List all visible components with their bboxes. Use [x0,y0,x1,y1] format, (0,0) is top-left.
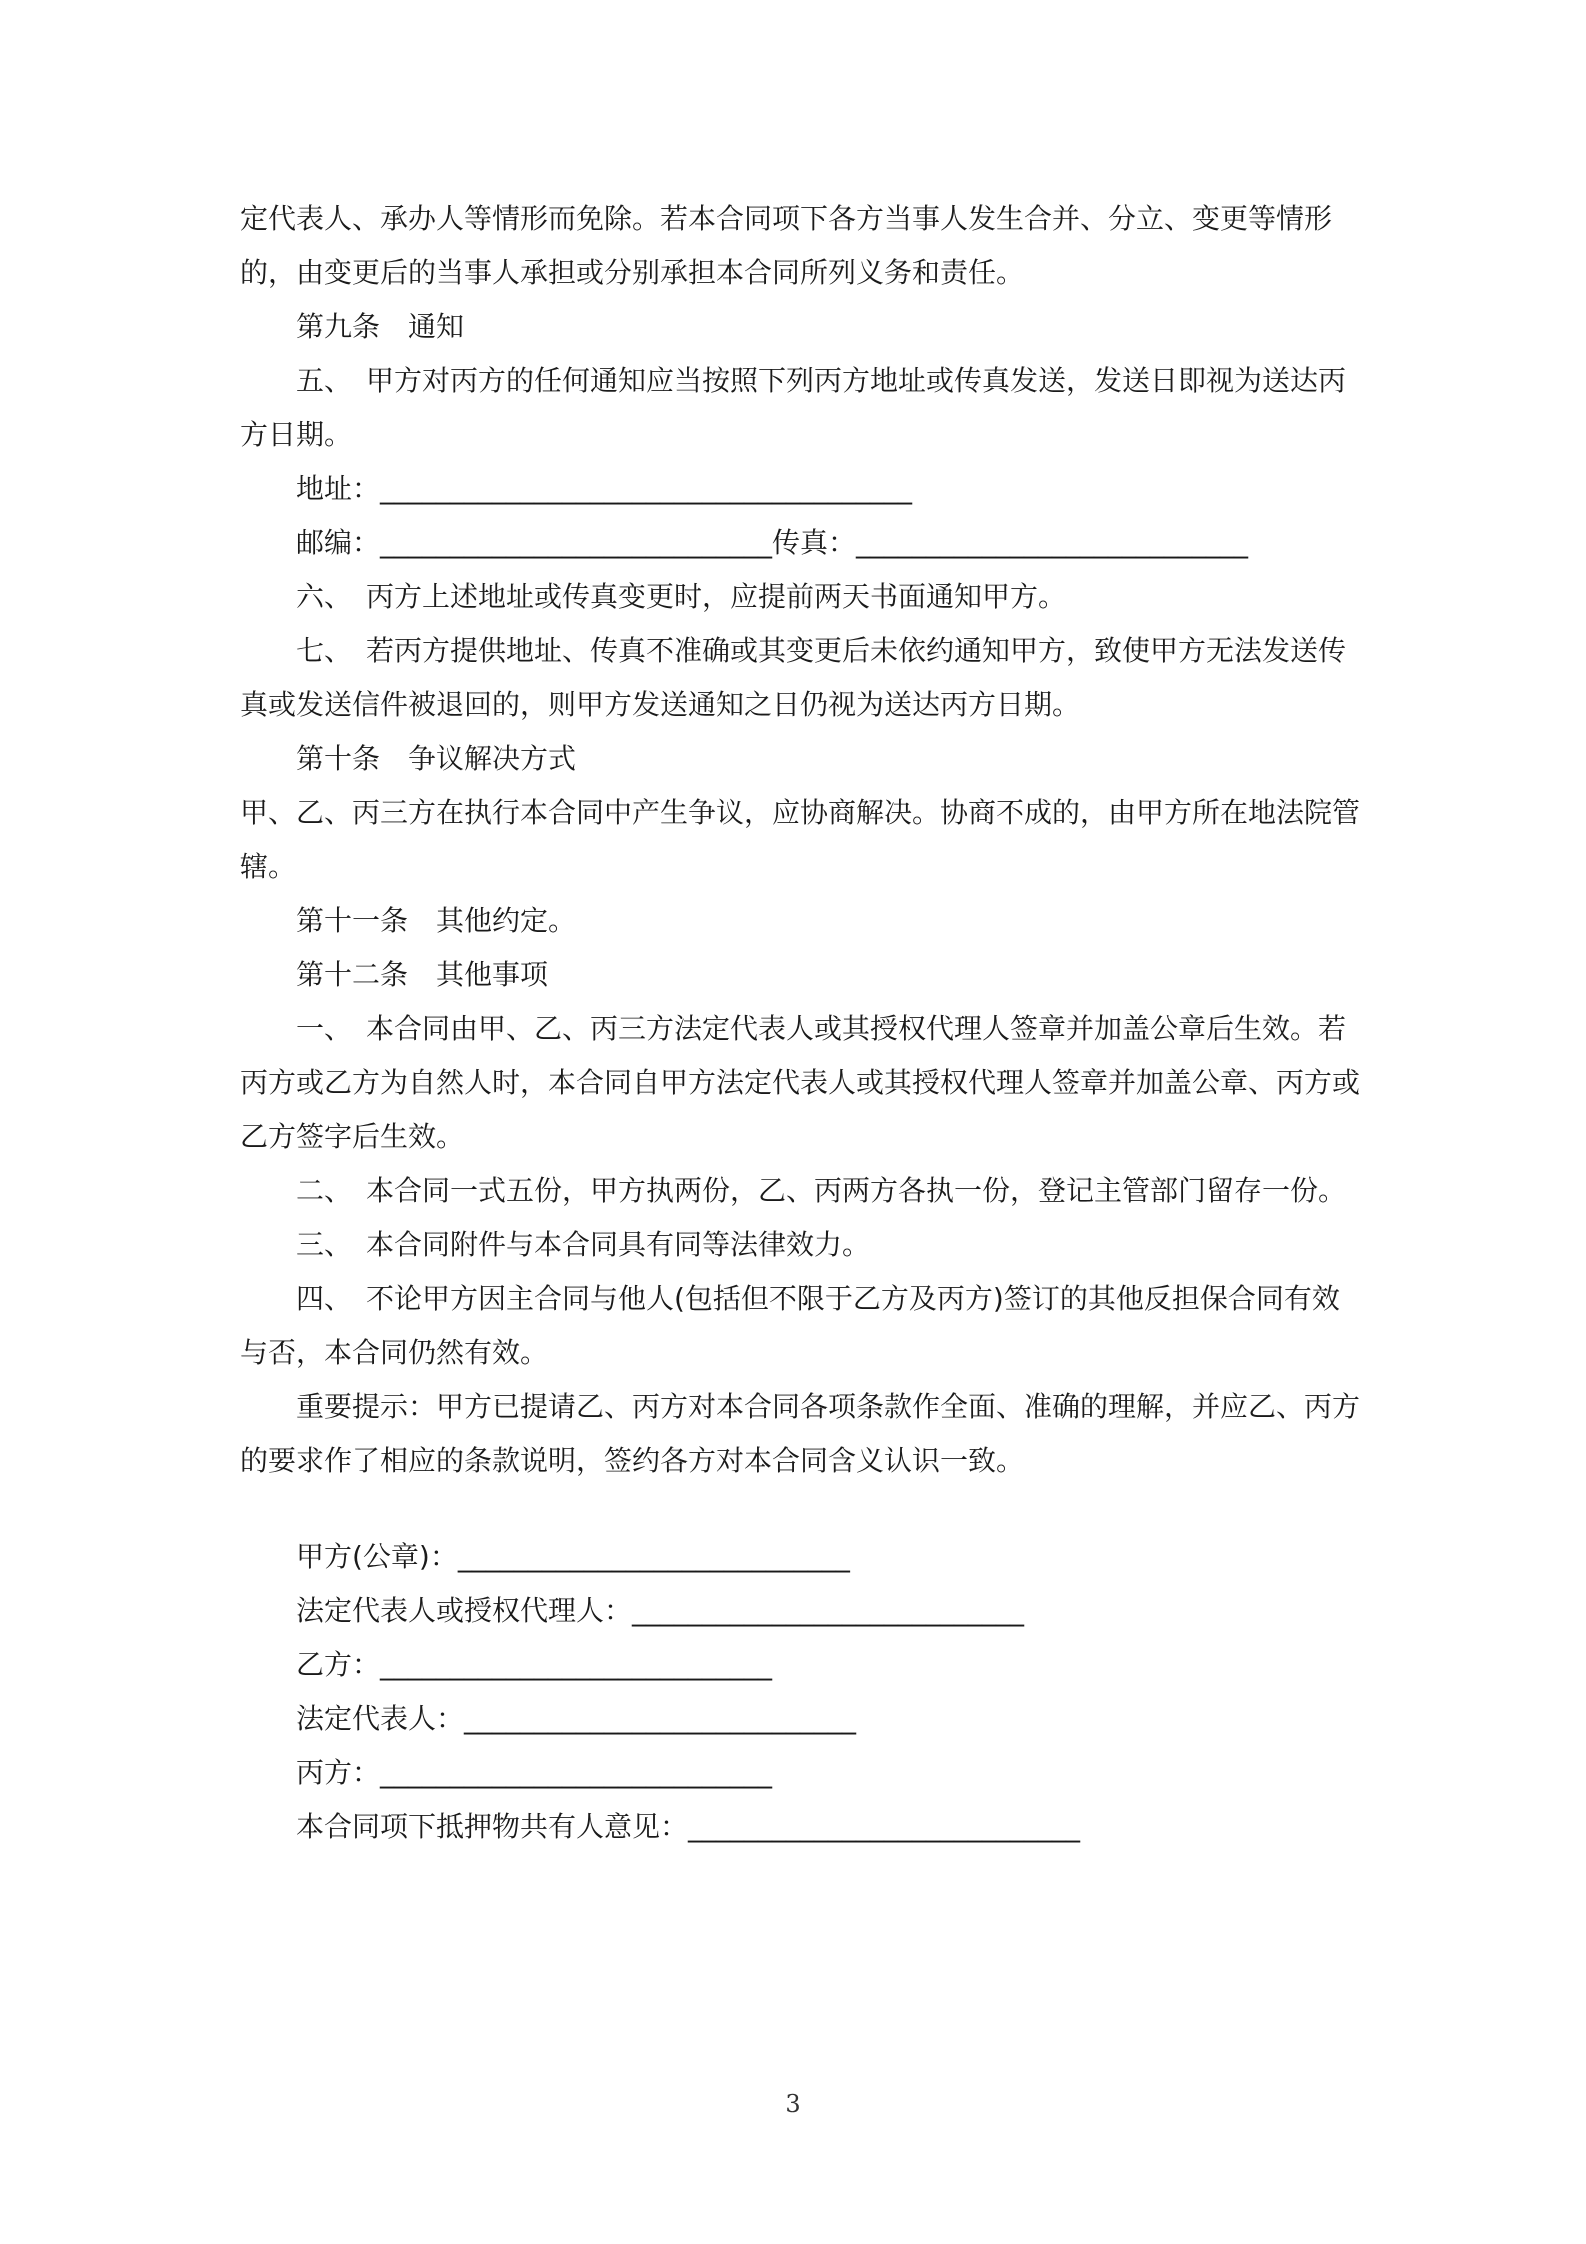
signature-blank: ____________________________ [457,1540,850,1573]
address-label: 地址： [296,472,381,505]
signature-party-b [240,1638,1360,1692]
article-11-heading: 第十一条 其他约定。 [296,904,577,937]
article-9-heading: 第九条 通知 [296,310,465,343]
important-notice: 重要提示：甲方已提请乙、丙方对本合同各项条款作全面、准确的理解，并应乙、丙方的要求作了相应的条款说明，签约各方对本合同含义认识一致。 [240,1390,1361,1477]
signature-label: 乙方： [296,1648,381,1681]
signature-label: 法定代表人： [296,1702,465,1735]
article-12-item-1: 一、 本合同由甲、乙、丙三方法定代表人或其授权代理人签章并加盖公章后生效。若丙方或乙方为自然人时，本合同自甲方法定代表人或其授权代理人签章并加盖公章、丙方或乙方签字后生效。 [240,1012,1361,1153]
fax-blank: ____________________________ [856,526,1249,559]
signature-party-a-representative [240,1584,1360,1638]
article-9-item-5: 五、 甲方对丙方的任何通知应当按照下列丙方地址或传真发送，发送日即视为送达丙方日期。 [240,364,1347,451]
signature-blank: ____________________________ [380,1756,773,1789]
postcode-fax-field [240,516,1360,570]
signature-party-b-representative [240,1692,1360,1746]
paragraph-continuation: 定代表人、承办人等情形而免除。若本合同项下各方当事人发生合并、分立、变更等情形的，由变更后的当事人承担或分别承担本合同所列义务和责任。 [240,202,1333,289]
page-number: 3 [785,2090,801,2118]
signature-co-owner-opinion [240,1800,1360,1854]
signature-label: 甲方(公章)： [296,1540,458,1573]
article-12-heading: 第十二条 其他事项 [296,958,549,991]
article-10-text: 甲、乙、丙三方在执行本合同中产生争议，应协商解决。协商不成的，由甲方所在地法院管辖。 [240,796,1361,883]
document-body [240,192,1360,1854]
address-field [240,462,1360,516]
article-9-item-6: 六、 丙方上述地址或传真变更时，应提前两天书面通知甲方。 [296,580,1067,613]
address-blank: ______________________________________ [380,472,913,505]
article-12-item-2: 二、 本合同一式五份，甲方执两份，乙、丙两方各执一份，登记主管部门留存一份。 [296,1174,1347,1207]
signature-label: 本合同项下抵押物共有人意见： [296,1810,689,1843]
signature-blank: ____________________________ [464,1702,857,1735]
signature-label: 丙方： [296,1756,381,1789]
signature-blank: ____________________________ [688,1810,1081,1843]
signature-blank: ____________________________ [632,1594,1025,1627]
signature-party-a [240,1530,1360,1584]
article-12-item-4: 四、 不论甲方因主合同与他人(包括但不限于乙方及丙方)签订的其他反担保合同有效与否，本合同仍然有效。 [240,1282,1340,1369]
article-9-item-7: 七、 若丙方提供地址、传真不准确或其变更后未依约通知甲方，致使甲方无法发送传真或发送信件被退回的，则甲方发送通知之日仍视为送达丙方日期。 [240,634,1347,721]
postcode-blank: ____________________________ [380,526,773,559]
signature-label: 法定代表人或授权代理人： [296,1594,633,1627]
postcode-label: 邮编： [296,526,381,559]
signature-blank: ____________________________ [380,1648,773,1681]
fax-label: 传真： [772,526,857,559]
article-10-heading: 第十条 争议解决方式 [296,742,577,775]
signature-party-c [240,1746,1360,1800]
signature-block [240,1530,1360,1854]
article-12-item-3: 三、 本合同附件与本合同具有同等法律效力。 [296,1228,871,1261]
